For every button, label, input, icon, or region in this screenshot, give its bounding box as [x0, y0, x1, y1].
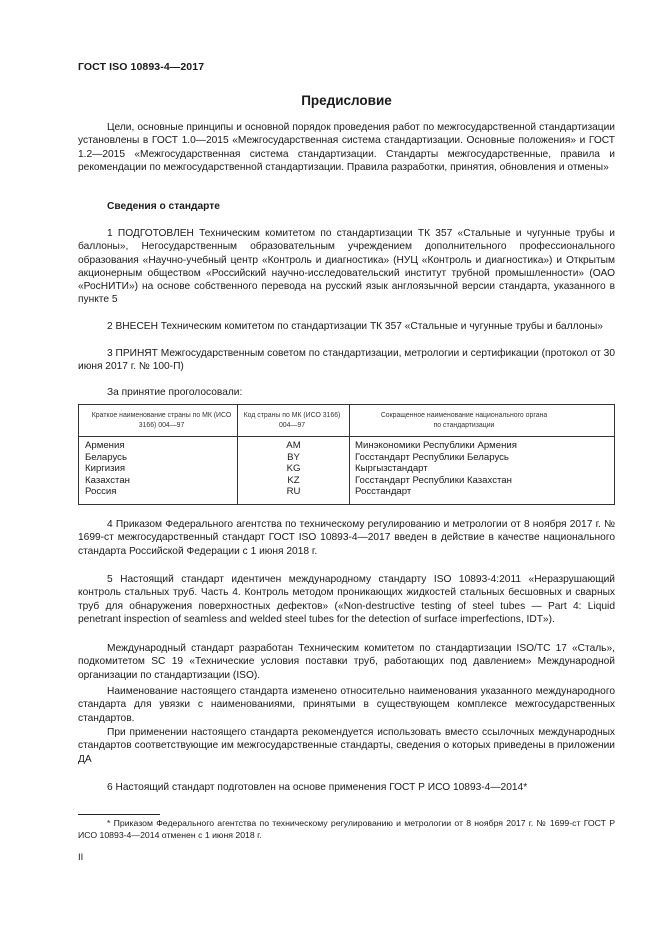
- intro-paragraph: Цели, основные принципы и основной порядок проведения работ по межгосударственной стандартизации установлены в ГОСТ 1.0—2015 «Межгосударственная система стандартизации. Основные положения» и ГОСТ 1.2—2015 «Межгосударственная система стандартизации. Стандарты межгосударственные, правила и рекомендации по межгосударственной стандартизации. Правила разработки, принятия, обновления и отмены»: [78, 122, 615, 173]
- table-cell-code: KG: [286, 463, 301, 475]
- paragraph-2: 2 ВНЕСЕН Техническим комитетом по стандартизации ТК 357 «Стальные и чугунные трубы и баллоны»: [107, 321, 603, 332]
- section-heading: Сведения о стандарте: [107, 201, 220, 212]
- table-header-body: Сокращенное наименование национального органа по стандартизации: [380, 412, 548, 429]
- table-cell-country: Беларусь: [85, 451, 127, 463]
- document-code-header: ГОСТ ISO 10893-4—2017: [78, 61, 205, 73]
- table-cell-body: Росстандарт: [355, 486, 412, 498]
- paragraph-3: 3 ПРИНЯТ Межгосударственным советом по стандартизации, метрологии и сертификации (протокол от 30 июня 2017 г. № 100-П): [78, 348, 615, 373]
- table-header-divider: [79, 436, 614, 437]
- table-cell-country: Россия: [85, 486, 117, 498]
- table-cell-country: Киргизия: [85, 463, 126, 475]
- voted-label: За принятие проголосовали:: [107, 387, 243, 398]
- paragraph-5: 5 Настоящий стандарт идентичен международному стандарту ISO 10893-4:2011 «Неразрушающий контроль стальных труб. Часть 4. Контроль методом проникающих жидкостей стальных бесшовных и сварных труб для обнаружения поверхностных дефектов» («Non-destructive testing of steel tubes — Part 4: Liquid penetrant inspection of seamless and welded steel tubes for the detection of surface imperfections, IDT»).: [78, 574, 615, 625]
- footnote-rule: [78, 814, 160, 815]
- table-column-divider: [349, 405, 350, 504]
- page-number: II: [78, 852, 84, 863]
- table-cell-body: Кыргызстандарт: [355, 463, 428, 475]
- page-title-text: Предисловие: [301, 93, 392, 108]
- paragraph-5-name-change: Наименование настоящего стандарта изменено относительно наименования указанного международного стандарта для увязки с наименованиями, принятыми в существующем комплексе межгосударственных стандартов.: [78, 686, 615, 724]
- table-cell-code: BY: [287, 451, 300, 463]
- table-cell-country: Казахстан: [85, 474, 130, 486]
- table-header-code: Код страны по МК (ИСО 3166) 004—97: [243, 412, 341, 429]
- table-cell-code: KZ: [287, 474, 300, 486]
- body-column: [355, 440, 517, 498]
- table-cell-code: AM: [286, 440, 301, 451]
- voting-table: [78, 404, 615, 505]
- table-cell-country: Армения: [85, 440, 125, 451]
- paragraph-4: 4 Приказом Федерального агентства по техническому регулированию и метрологии от 8 ноября 2017 г. № 1699-ст межгосударственный стандарт ГОСТ ISO 10893-4—2017 введен в действие в качестве национального стандарта Российской Федерации с 1 июня 2018 г.: [78, 519, 615, 557]
- country-column: [85, 440, 130, 498]
- paragraph-6: 6 Настоящий стандарт подготовлен на основе применения ГОСТ Р ИСО 10893-4—2014*: [107, 782, 528, 793]
- table-cell-body: Госстандарт Республики Беларусь: [355, 451, 509, 463]
- table-header-country: Краткое наименование страны по МК (ИСО 3166) 004—97: [91, 412, 232, 429]
- table-cell-body: Госстандарт Республики Казахстан: [355, 474, 512, 486]
- footnote-text: * Приказом Федерального агентства по техническому регулированию и метрологии от 8 ноября 2017 г. № 1699-ст ГОСТ Р ИСО 10893-4—2014 отменен с 1 июня 2018 г.: [78, 818, 615, 841]
- table-cell-code: RU: [286, 486, 301, 498]
- footnote: [78, 817, 615, 841]
- page-title: [0, 92, 661, 110]
- paragraph-5-references: При применении настоящего стандарта рекомендуется использовать вместо ссылочных международных стандартов соответствующие им межгосударственные стандарты, сведения о которых приведены в приложении ДА: [78, 727, 615, 765]
- paragraph-1: 1 ПОДГОТОВЛЕН Техническим комитетом по стандартизации ТК 357 «Стальные и чугунные трубы и баллоны», Негосударственным образовательным учреждением дополнительного профессионального образования «Научно-учебный центр «Контроль и диагностика» (НУЦ «Контроль и диагностика») и Открытым акционерным обществом «Российский научно-исследовательский институт трубной промышленности» (ОАО «РосНИТИ») на основе собственного перевода на русский язык англоязычной версии стандарта, указанного в пункте 5: [78, 228, 615, 306]
- paragraph-5-international: Международный стандарт разработан Техническим комитетом по стандартизации ISO/TC 17 «Сталь», подкомитетом SC 19 «Технические условия поставки труб, работающих под давлением» Международной организации по стандартизации (ISO).: [78, 643, 615, 681]
- code-column: [238, 440, 349, 498]
- table-cell-body: Минэкономики Республики Армения: [355, 440, 517, 451]
